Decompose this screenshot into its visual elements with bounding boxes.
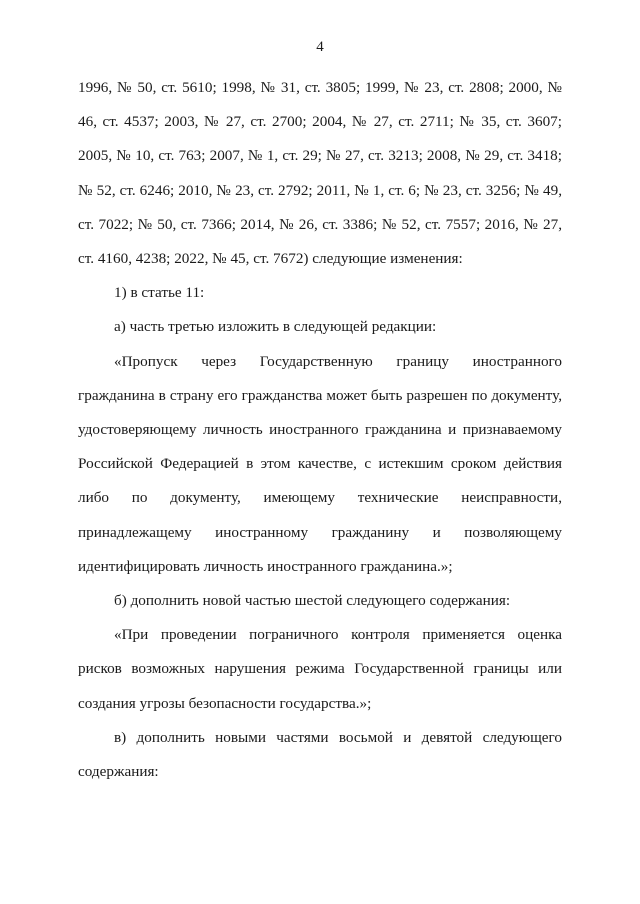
paragraph-item-b: б) дополнить новой частью шестой следующего содержания: xyxy=(114,592,511,610)
paragraph-quote-border-control: «При проведении пограничного контроля применяется оценка рисков возможных нарушения режима Государственной границы или создания угрозы безопасности государства.»; xyxy=(78,626,562,712)
paragraph-legal-references: 1996, № 50, ст. 5610; 1998, № 31, ст. 3805; 1999, № 23, ст. 2808; 2000, № 46, ст. 4537; 2003, № 27, ст. 2700; 2004, № 27, ст. 2711; № 35, ст. 3607; 2005, № 10, ст. 763; 2007, № 1, ст. 29; № 27, ст. 3213; 2008, № 29, ст. 3418; № 52, ст. 6246; 2010, № 23, ст. 2792; 2011, № 1, ст. 6; № 23, ст. 3256; № 49, ст. 7022; № 50, ст. 7366; 2014, № 26, ст. 3386; № 52, ст. 7557; 2016, № 27, ст. 4160, 4238; 2022, № 45, ст. 7672) следующие изменения: xyxy=(78,79,562,268)
document-body xyxy=(78,71,562,789)
page-number: 4 xyxy=(316,39,324,55)
paragraph-quote-border-crossing: «Пропуск через Государственную границу иностранного гражданина в страну его гражданства может быть разрешен по документу, удостоверяющему личность иностранного гражданина и признаваемому Российской Федерацией в этом качестве, с истекшим сроком действия либо по документу, имеющему технические неисправности, принадлежащему иностранному гражданину и позволяющему идентифицировать личность иностранного гражданина.»; xyxy=(78,352,562,575)
paragraph-item-v: в) дополнить новыми частями восьмой и девятой следующего содержания: xyxy=(78,728,562,781)
paragraph-item-a: а) часть третью изложить в следующей редакции: xyxy=(114,318,437,336)
paragraph-article-11: 1) в статье 11: xyxy=(114,284,205,302)
